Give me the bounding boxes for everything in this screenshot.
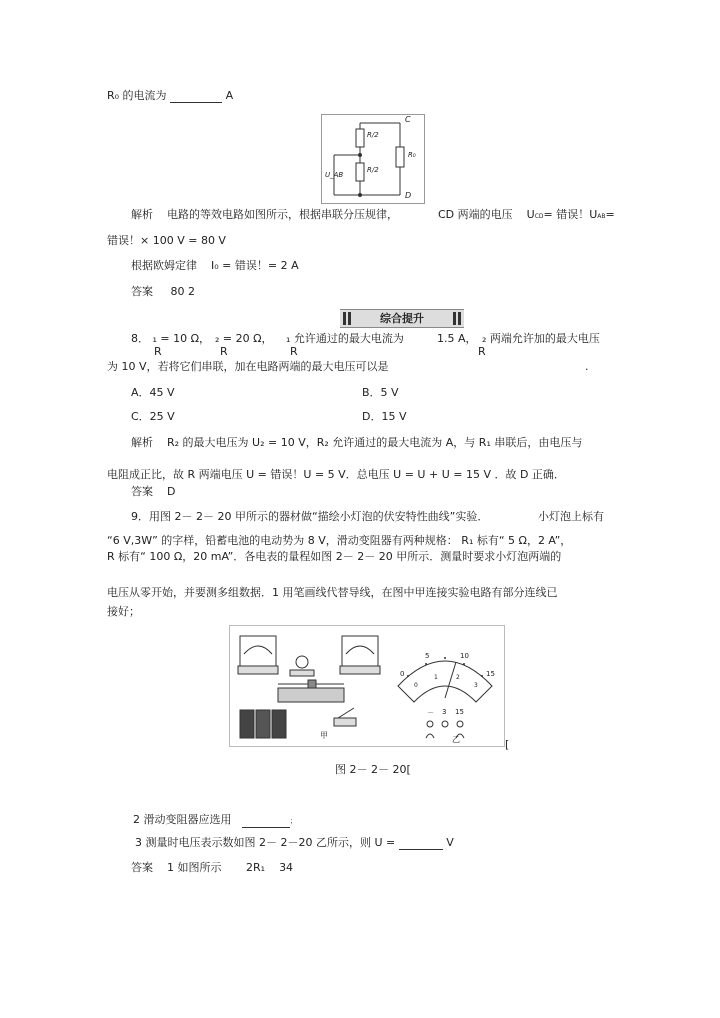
r-symbol: R (154, 345, 162, 358)
r2-bottom-label: R/2 (367, 166, 379, 174)
answer-value: D (167, 485, 176, 498)
meter-tick: 0 (400, 670, 405, 678)
analysis-text: 电阻成正比，故 R 两端电压 U = 错误！U = 5 V．总电压 U = U + U = 15 V ．故 D 正确． (107, 468, 565, 481)
node-d-label: D (405, 191, 412, 200)
meter-tick: 10 (460, 652, 469, 660)
analysis-text: 电路的等效电路如图所示，根据串联分压规律， (167, 208, 398, 221)
ohm-law-text: 根据欧姆定律 (131, 259, 197, 272)
figure-bracket: [ (505, 738, 510, 751)
analysis-text: = (605, 208, 615, 221)
figure-label-yi: 乙 (452, 735, 460, 744)
q9-text: 电压从零开始，并要测多组数据．1 用笔画线代替导线，在图中甲连接实验电路有部分连线已 (107, 586, 558, 599)
uab-label: U_AB (325, 171, 344, 179)
meter-tick: 15 (486, 670, 495, 678)
node-c-label: C (405, 115, 411, 124)
answer-label: 答案 (131, 861, 153, 874)
subscript: AB (597, 213, 606, 220)
figure-bracket: [ (406, 763, 411, 776)
terminal-label: 15 (455, 708, 464, 716)
option-b: B．5 V (362, 386, 399, 399)
analysis-text: R₂ 的最大电压为 U₂ = 10 V，R₂ 允许通过的最大电流为 A，与 R₁ 串联后，由电压与 (167, 436, 583, 449)
terminal-label: － (427, 709, 434, 717)
answer-label: 答案 (131, 285, 153, 298)
figure-label-jia: 甲 (320, 731, 328, 740)
circuit-figure (321, 114, 425, 204)
r-symbol: R (290, 345, 298, 358)
answer-part: 34 (279, 861, 294, 874)
meter-inner-tick: 1 (434, 674, 438, 681)
analysis-label: 解析 (131, 436, 153, 449)
apparatus-drawing (230, 626, 504, 746)
option-a: A．45 V (131, 386, 175, 399)
q9-sub3-unit: V (446, 836, 454, 849)
analysis-label: 解析 (131, 208, 153, 221)
q9-sub2-end: ； (290, 817, 297, 825)
analysis-text: = 错误！U (543, 208, 598, 221)
subscript: CD (534, 213, 544, 220)
q9-text: R 标有“ 100 Ω，20 mA”．各电表的量程如图 2－ 2－ 20 甲所示．测量时要求小灯泡两端的 (107, 550, 562, 563)
analysis-line: 错误！× 100 V = 80 V (107, 234, 226, 247)
answer-part: 2R₁ (246, 861, 266, 874)
q8-text: ₂ = 20 Ω， (215, 332, 273, 345)
r0-current-unit: A (225, 89, 234, 102)
q9-text: “6 V,3W” 的字样，铅蓄电池的电动势为 8 V，滑动变阻器有两种规格： R₁ 标有“ 5 Ω，2 A”， (107, 534, 572, 547)
q9-sub2-text: 2 滑动变阻器应选用 (133, 813, 232, 826)
r0-label: R₀ (408, 151, 416, 159)
meter-tick: 5 (425, 652, 430, 660)
figure-caption: 图 2－ 2－ 20 (335, 763, 407, 776)
q8-text: ₁ = 10 Ω， (152, 332, 211, 345)
section-title: 综合提升 (380, 312, 424, 325)
q9-text: 9．用图 2－ 2－ 20 甲所示的器材做“描绘小灯泡的伏安特性曲线”实验． (131, 510, 489, 523)
q8-text: 为 10 V，若将它们串联，加在电路两端的最大电压可以是 (107, 360, 389, 373)
answer-value: 80 2 (170, 285, 195, 298)
answer-blank (242, 816, 290, 828)
q8-number: 8． (131, 332, 149, 345)
q9-text: 接好； (107, 605, 140, 618)
r-symbol: R (220, 345, 228, 358)
meter-inner-tick: 3 (474, 682, 478, 689)
q8-text: 1.5 A， (437, 332, 477, 345)
answer-part: 1 如图所示 (167, 861, 222, 874)
r-symbol: R (478, 345, 486, 358)
meter-inner-tick: 2 (456, 674, 460, 681)
answer-blank (399, 838, 443, 850)
meter-inner-tick: 0 (414, 682, 418, 689)
q8-text: ₁ 允许通过的最大电流为 (286, 332, 404, 345)
answer-blank (170, 91, 222, 103)
ohm-law-formula: I₀ = 错误！= 2 A (211, 259, 299, 272)
r0-current-text: R₀ 的电流为 (107, 89, 167, 102)
analysis-text: U (526, 208, 535, 221)
section-banner (340, 309, 464, 328)
option-c: C．25 V (131, 410, 175, 423)
terminal-label: 3 (442, 708, 447, 716)
apparatus-figure (229, 625, 505, 747)
q8-text: . (585, 360, 589, 373)
q8-text: ₂ 两端允许加的最大电压 (482, 332, 600, 345)
q9-sub3-text: 3 测量时电压表示数如图 2－ 2－20 乙所示，则 U = (135, 836, 396, 849)
circuit-diagram (322, 115, 424, 203)
option-d: D．15 V (362, 410, 407, 423)
answer-label: 答案 (131, 485, 153, 498)
r2-top-label: R/2 (367, 131, 379, 139)
analysis-text: CD 两端的电压 (438, 208, 513, 221)
q9-text: 小灯泡上标有 (538, 510, 604, 523)
